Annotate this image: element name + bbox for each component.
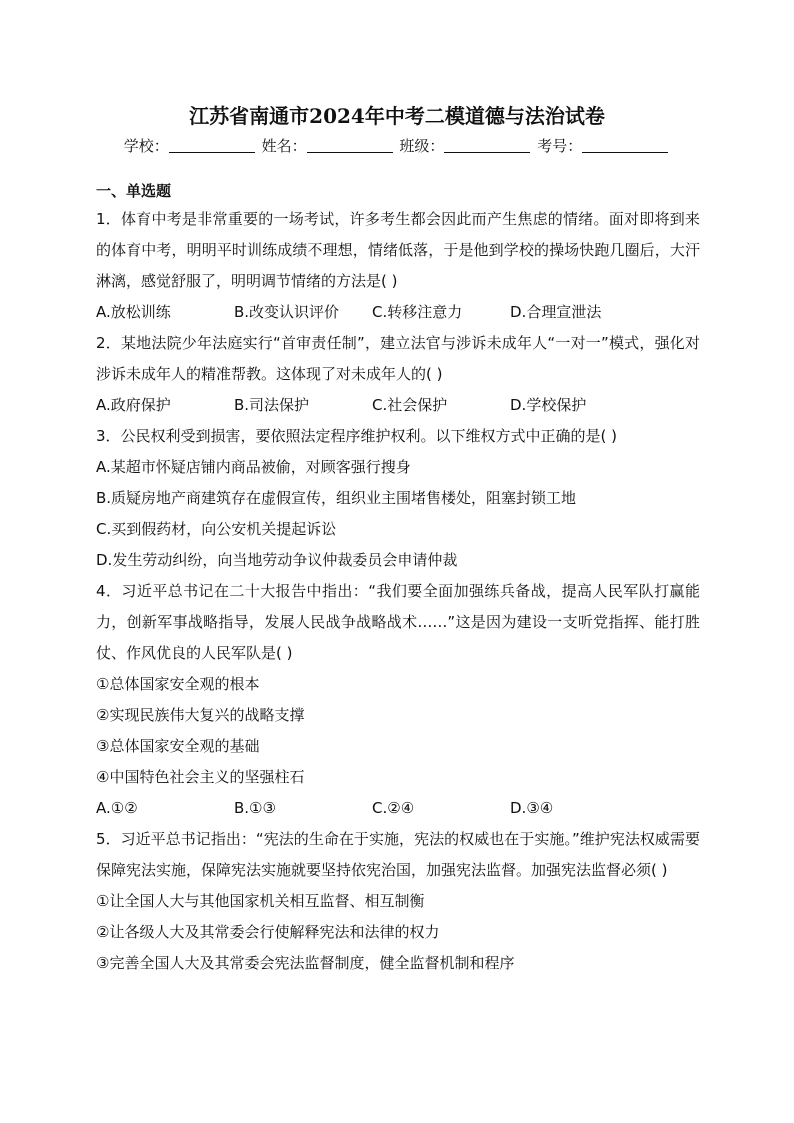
option-b: B.质疑房地产商建筑存在虚假宣传，组织业主围堵售楼处，阻塞封锁工地: [96, 489, 577, 507]
questions-container: [96, 204, 700, 979]
name-blank: [307, 138, 393, 153]
question-stem: 3．公民权利受到损害，要依照法定程序维护权利。以下维权方式中正确的是( ): [96, 427, 618, 445]
option-a: A.政府保护: [96, 396, 171, 414]
school-field: [124, 135, 257, 156]
option-b: B.①③: [234, 799, 276, 817]
option-c: C.转移注意力: [372, 303, 463, 321]
option-a: A.放松训练: [96, 303, 171, 321]
class-label: 班级：: [399, 137, 445, 155]
option-b: B.司法保护: [234, 396, 310, 414]
option-d: D.③④: [510, 799, 554, 817]
statement: ①让全国人大与其他国家机关相互监督、相互制衡: [96, 892, 425, 910]
exam-number-label: 考号：: [537, 137, 583, 155]
options-row: [96, 390, 700, 421]
school-label: 学校：: [123, 137, 169, 155]
exam-number-blank: [582, 138, 668, 153]
statement: ③总体国家安全观的基础: [96, 737, 260, 755]
student-info-line: [0, 135, 794, 156]
statement: ②实现民族伟大复兴的战略支撑: [96, 706, 305, 724]
options-row: [96, 793, 700, 824]
question-3: [96, 421, 700, 576]
option-c: C.②④: [372, 799, 415, 817]
class-field: [399, 135, 532, 156]
question-2: [96, 328, 700, 421]
statement: ②让各级人大及其常委会行使解释宪法和法律的权力: [96, 923, 440, 941]
statement: ④中国特色社会主义的坚强柱石: [96, 768, 305, 786]
exam-number-field: [537, 135, 670, 156]
school-blank: [169, 138, 255, 153]
option-a: A.①②: [96, 799, 138, 817]
option-b: B.改变认识评价: [234, 303, 340, 321]
statement: ①总体国家安全观的根本: [96, 675, 260, 693]
name-label: 姓名：: [261, 137, 307, 155]
question-stem: 2．某地法院少年法庭实行“首审责任制”，建立法官与涉诉未成年人“一对一”模式，强化对涉诉未成年人的精准帮教。这体现了对未成年人的( ): [96, 334, 700, 383]
question-1: [96, 204, 700, 328]
option-d: D.发生劳动纠纷，向当地劳动争议仲裁委员会申请仲裁: [96, 551, 458, 569]
question-5: [96, 824, 700, 979]
class-blank: [444, 138, 530, 153]
name-field: [262, 135, 395, 156]
exam-title: 江苏省南通市2024年中考二模道德与法治试卷: [189, 104, 605, 128]
section-heading: 一、单选题: [96, 182, 172, 200]
question-4: [96, 576, 700, 824]
option-d: D.学校保护: [510, 396, 587, 414]
question-stem: 5．习近平总书记指出：“宪法的生命在于实施，宪法的权威也在于实施。”维护宪法权威需要保障宪法实施，保障宪法实施就要坚持依宪治国，加强宪法监督。加强宪法监督必须( ): [96, 830, 700, 879]
options-row: [96, 297, 700, 328]
question-stem: 1．体育中考是非常重要的一场考试，许多考生都会因此而产生焦虑的情绪。面对即将到来的体育中考，明明平时训练成绩不理想，情绪低落，于是他到学校的操场快跑几圈后，大汗淋漓，感觉舒服了，明明调节情绪的方法是( ): [96, 210, 700, 290]
option-d: D.合理宣泄法: [510, 303, 602, 321]
question-stem: 4．习近平总书记在二十大报告中指出：“我们要全面加强练兵备战，提高人民军队打赢能力，创新军事战略指导，发展人民战争战略战术……”这是因为建设一支听党指挥、能打胜仗、作风优良的人民军队是( ): [96, 582, 700, 662]
option-c: C.买到假药材，向公安机关提起诉讼: [96, 520, 337, 538]
question-list: [96, 178, 700, 979]
option-c: C.社会保护: [372, 396, 448, 414]
option-a: A.某超市怀疑店铺内商品被偷，对顾客强行搜身: [96, 458, 411, 476]
statement: ③完善全国人大及其常委会宪法监督制度，健全监督机制和程序: [96, 954, 515, 972]
